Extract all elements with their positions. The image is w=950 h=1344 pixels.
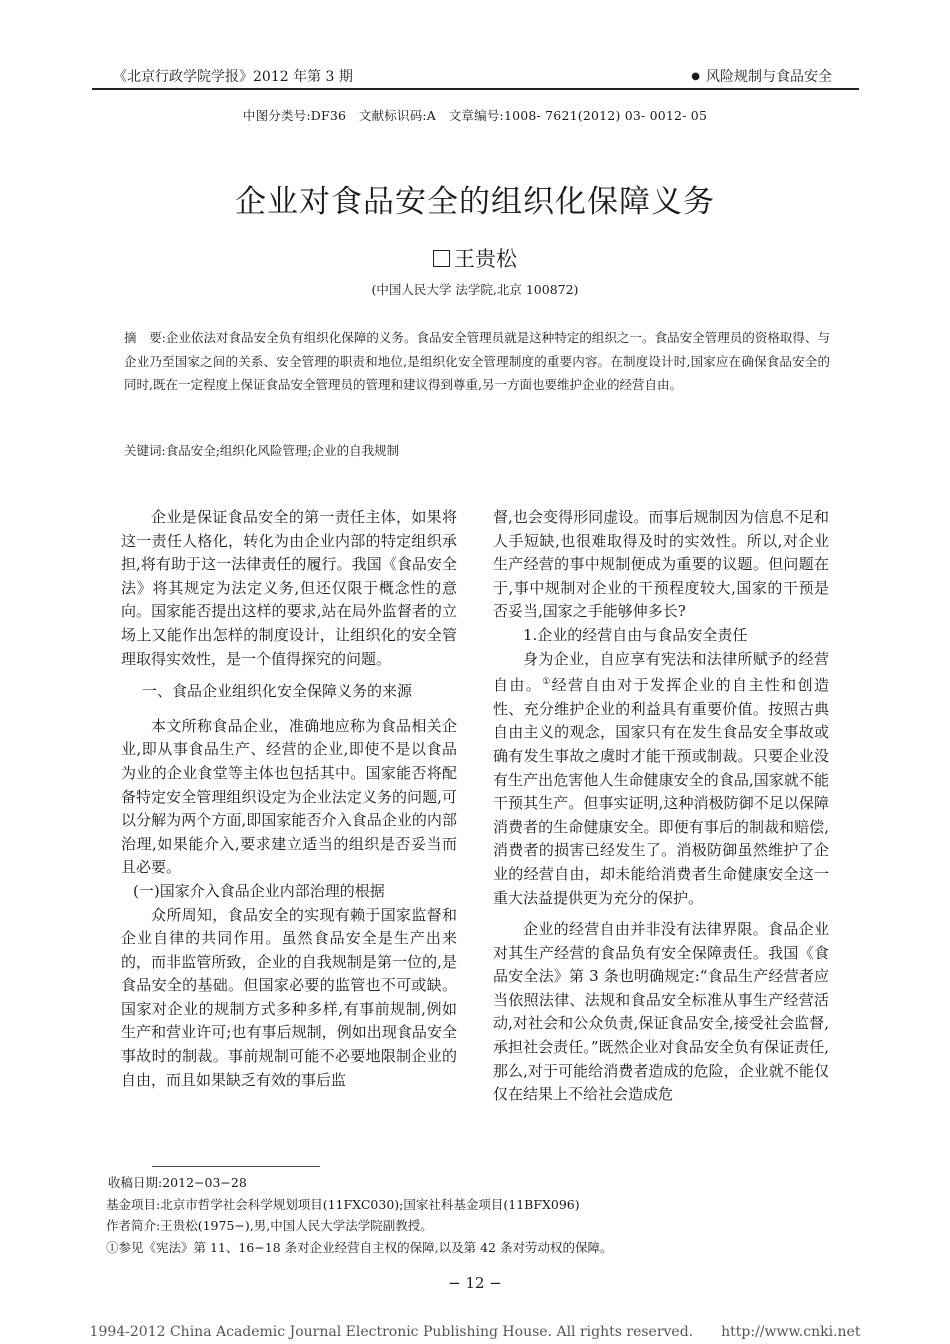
affiliation: (中国人民大学 法学院,北京 100872) bbox=[371, 282, 579, 297]
subsection-heading: (一)国家介入食品企业内部治理的根据 bbox=[133, 881, 385, 900]
paragraph: 众所周知，食品安全的实现有赖于国家监督和企业自律的共同作用。虽然食品安全是生产出来的，而非监管所致，企业的自我规制是第一位的,是食品安全的基础。但国家必要的监管也不可或缺。国家对企业的规制方式多种多样,有事前规制,例如生产和营业许可;也有事后规制，例如出现食品安全事故时的制裁。事前规制可能不必要地限制企业的自由，而且如果缺乏有效的事后监 bbox=[121, 905, 457, 1089]
footnote-divider bbox=[152, 1166, 320, 1167]
copyright-line: 1994-2012 China Academic Journal Electronic Publishing House. All rights reserved. http://www.cnki.net bbox=[89, 1324, 861, 1340]
keywords-text: 食品安全;组织化风险管理;企业的自我规制 bbox=[165, 443, 400, 458]
article-title: 企业对食品安全的组织化保障义务 bbox=[235, 184, 715, 220]
page-number: − 12 − bbox=[448, 1274, 502, 1292]
abstract-text: 企业依法对食品安全负有组织化保障的义务。食品安全管理员就是这种特定的组织之一。食品安全管理员的资格取得、与企业乃至国家之间的关系、安全管理的职责和地位,是组织化安全管理制度的重要内容。在制度设计时,国家应在确保食品安全的同时,既在一定程度上保证食品安全管理员的管理和建议得到尊重,另一方面也要维护企业的经营自由。 bbox=[124, 330, 830, 392]
keywords bbox=[124, 441, 830, 459]
paragraph: 企业的经营自由并非没有法律界限。食品企业对其生产经营的食品负有安全保障责任。我国《食品安全法》第 3 条也明确规定:“食品生产经营者应当依照法律、法规和食品安全标准从事生产经营活动,对社会和公众负责,保证食品安全,接受社会监督,承担社会责任。”既然企业对食品安全负有保证责任,那么,对于可能给消费者造成的危险，企业就不能仅仅在结果上不给社会造成危 bbox=[493, 920, 829, 1104]
section-header bbox=[691, 66, 832, 86]
paragraph-text: 经营自由对于发挥企业的自主性和创造性、充分维护企业的利益具有重要价值。按照古典自由主义的观念，国家只有在发生食品安全事故或确有发生事故之虞时才能干预或制裁。只要企业没有生产出危害他人生命健康安全的食品,国家就不能干预其生产。但事实证明,这种消极防御不足以保障消费者的生命健康安全。即便有事后的制裁和赔偿,消费者的损害已经发生了。消极防御虽然维护了企业的经营自由，却未能给消费者生命健康安全这一重大法益提供更为充分的保护。 bbox=[493, 676, 829, 907]
classification-line: 中图分类号:DF36 文献标识码:A 文章编号:1008- 7621(2012) 03- 0012- 05 bbox=[242, 108, 708, 123]
bullet-icon: ● bbox=[691, 71, 700, 82]
abstract bbox=[124, 326, 830, 397]
author-bio: 作者简介:王贵松(1975−),男,中国人民大学法学院副教授。 bbox=[106, 1218, 433, 1233]
section-heading: 一、食品企业组织化安全保障义务的来源 bbox=[142, 682, 413, 701]
author-box-icon bbox=[433, 250, 450, 267]
paragraph bbox=[493, 648, 829, 911]
footnote-1: ①参见《宪法》第 11、16−18 条对企业经营自主权的保障,以及第 42 条对劳动权的保障。 bbox=[106, 1239, 613, 1255]
body-column-left bbox=[121, 506, 457, 1092]
author-line bbox=[0, 243, 950, 273]
paragraph: 企业是保证食品安全的第一责任主体，如果将这一责任人格化，转化为由企业内部的特定组织承担,将有助于这一法律责任的履行。我国《食品安全法》将其规定为法定义务,但还仅限于概念性的意向。国家能否提出这样的要求,站在局外监督者的立场上又能作出怎样的制度设计，让组织化的安全管理取得实效性，是一个值得探究的问题。 bbox=[121, 508, 457, 668]
received-date: 收稿日期:2012−03−28 bbox=[108, 1175, 247, 1190]
paragraph: 督,也会变得形同虚设。而事后规制因为信息不足和人手短缺,也很难取得及时的实效性。所以,对企业生产经营的事中规制便成为重要的议题。但问题在于,事中规制对企业的干预程度较大,国家的干预是否妥当,国家之手能够伸多长? bbox=[493, 508, 829, 621]
body-column-right bbox=[493, 506, 829, 1107]
paragraph-text: 身为企业，自应享有宪法和法律所赋予的经营自由。 bbox=[493, 649, 829, 695]
author-name: 王贵松 bbox=[454, 247, 517, 271]
fund-info: 基金项目:北京市哲学社会科学规划项目(11FXC030);国家社科基金项目(11BFX096) bbox=[106, 1196, 580, 1212]
keywords-label: 关键词: bbox=[124, 443, 166, 458]
section-label: 风险规制与食品安全 bbox=[706, 69, 832, 85]
footnotes bbox=[106, 1172, 866, 1258]
paragraph: 本文所称食品企业，准确地应称为食品相关企业,即从事食品生产、经营的企业,即使不是以食品为业的企业食堂等主体也包括其中。国家能否将配备特定安全管理组织设定为企业法定义务的问题,可以分解为两个方面,即国家能否介入食品企业的内部治理,如果能介入,要求建立适当的组织是否妥当而且必要。 bbox=[121, 716, 457, 877]
header-divider bbox=[92, 88, 859, 90]
footnote-ref: ① bbox=[542, 677, 552, 688]
subsection-heading: 1.企业的经营自由与食品安全责任 bbox=[523, 625, 748, 644]
journal-header: 《北京行政学院学报》2012 年第 3 期 bbox=[113, 69, 353, 85]
abstract-label: 摘 要: bbox=[124, 330, 166, 345]
